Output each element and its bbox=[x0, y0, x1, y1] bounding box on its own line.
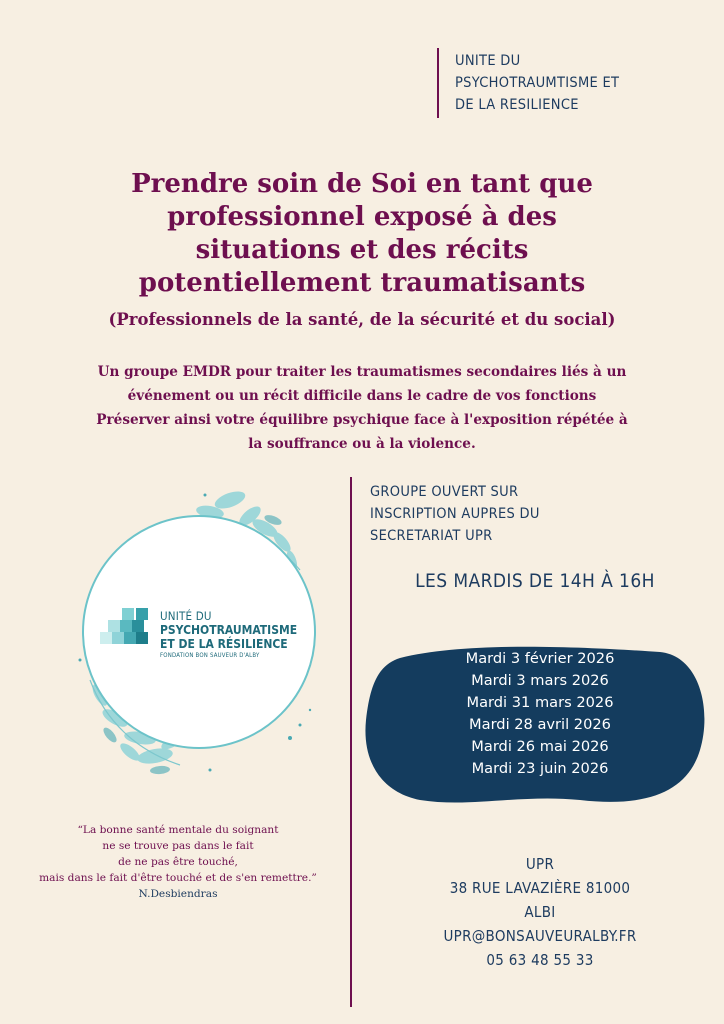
unit-line: UNITE DU bbox=[455, 53, 521, 69]
contact-block bbox=[390, 852, 690, 972]
quote-line: mais dans le fait d'être touché et de s'en remettre.” bbox=[39, 872, 317, 884]
intro-line: Préserver ainsi votre équilibre psychique face à l'exposition répétée à bbox=[96, 412, 628, 428]
logo-line: PSYCHOTRAUMATISME bbox=[160, 623, 298, 637]
registration-line: SECRETARIAT UPR bbox=[370, 528, 493, 544]
intro-line: événement ou un récit difficile dans le cadre de vos fonctions bbox=[127, 388, 597, 404]
audience-subtitle: (Professionnels de la santé, de la sécurité et du social) bbox=[108, 310, 616, 329]
quote-line: de ne pas être touché, bbox=[118, 856, 238, 868]
title-line: professionnel exposé à des bbox=[167, 202, 557, 232]
intro-line: la souffrance ou à la violence. bbox=[248, 436, 476, 452]
session-dates bbox=[400, 648, 680, 780]
page-title bbox=[20, 168, 704, 300]
session-date: Mardi 3 février 2026 bbox=[465, 650, 615, 667]
unit-header bbox=[455, 50, 715, 116]
session-date: Mardi 3 mars 2026 bbox=[471, 672, 609, 689]
title-line: Prendre soin de Soi en tant que bbox=[131, 169, 593, 199]
unit-logo bbox=[60, 480, 330, 780]
quote-line: “La bonne santé mentale du soignant bbox=[77, 824, 279, 836]
registration-info bbox=[370, 481, 700, 547]
title-line: situations et des récits bbox=[195, 235, 529, 265]
registration-line: GROUPE OUVERT SUR bbox=[370, 484, 519, 500]
logo-line: FONDATION BON SAUVEUR D'ALBY bbox=[160, 652, 260, 659]
logo-line: UNITÉ DU bbox=[160, 609, 212, 623]
contact-email[interactable]: UPR@BONSAUVEURALBY.FR bbox=[443, 927, 637, 945]
logo-line: ET DE LA RÉSILIENCE bbox=[160, 637, 288, 651]
schedule-heading: LES MARDIS DE 14H À 16H bbox=[415, 570, 655, 592]
session-date: Mardi 31 mars 2026 bbox=[466, 694, 614, 711]
contact-address: 38 RUE LAVAZIÈRE 81000 bbox=[449, 879, 631, 897]
logo-squares-icon bbox=[100, 608, 160, 644]
title-line: potentiellement traumatisants bbox=[138, 268, 586, 298]
intro-line: Un groupe EMDR pour traiter les traumatismes secondaires liés à un bbox=[97, 364, 627, 380]
header-divider bbox=[437, 48, 439, 118]
contact-name: UPR bbox=[525, 855, 555, 873]
unit-line: DE LA RESILIENCE bbox=[455, 97, 579, 113]
column-divider bbox=[350, 477, 352, 1007]
quote-author: N.Desbiendras bbox=[138, 888, 218, 900]
logo-wordmark bbox=[160, 610, 320, 660]
intro-paragraph bbox=[30, 360, 694, 456]
registration-line: INSCRIPTION AUPRES DU bbox=[370, 506, 540, 522]
quote-line: ne se trouve pas dans le fait bbox=[102, 840, 254, 852]
unit-line: PSYCHOTRAUMTISME ET bbox=[455, 75, 620, 91]
session-date: Mardi 23 juin 2026 bbox=[471, 760, 609, 777]
session-date: Mardi 26 mai 2026 bbox=[471, 738, 609, 755]
contact-phone[interactable]: 05 63 48 55 33 bbox=[486, 951, 594, 969]
contact-city: ALBI bbox=[524, 903, 556, 921]
session-date: Mardi 28 avril 2026 bbox=[469, 716, 611, 733]
quote-block bbox=[10, 822, 346, 902]
